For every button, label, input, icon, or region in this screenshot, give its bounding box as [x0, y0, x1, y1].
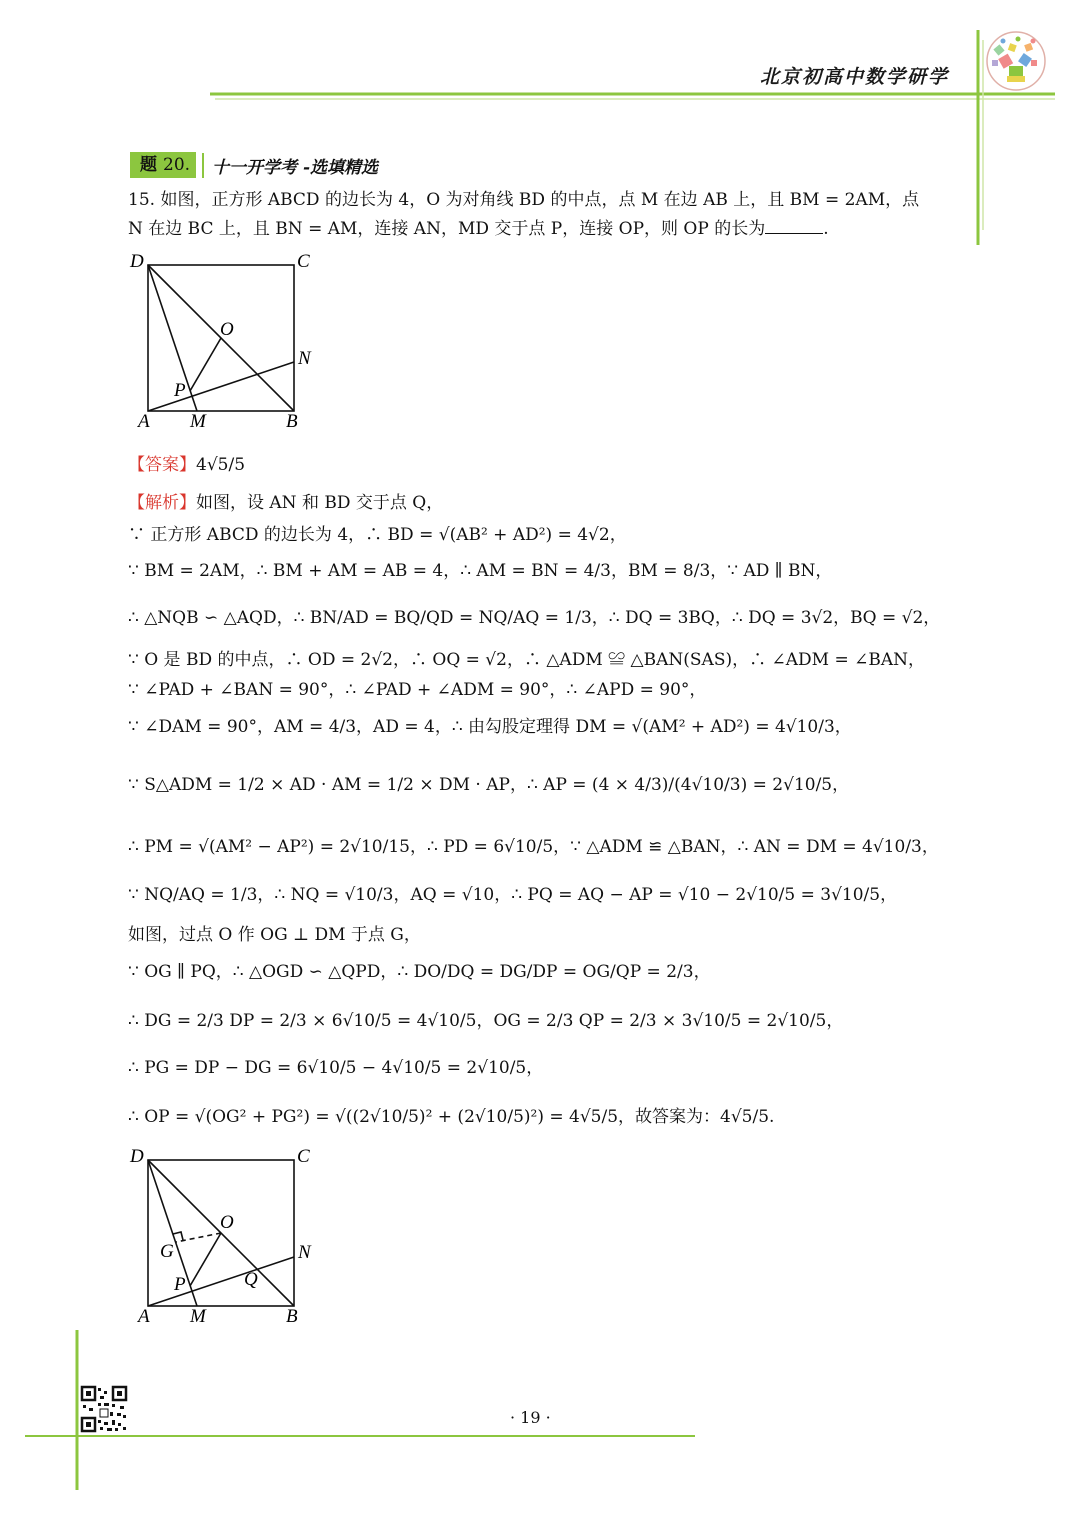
- figure-2-diagram: [120, 1140, 320, 1330]
- fig1-label-B: B: [286, 411, 298, 432]
- header-title: 北京初高中数学研学: [760, 66, 950, 88]
- analysis-line-3: ∴ △NQB ∽ △AQD，∴ BN/AD = BQ/QD = NQ/AQ = 1/3，∴ DQ = 3BQ，∴ DQ = 3√2，BQ = √2，: [128, 608, 941, 628]
- problem-line-1: 15. 如图，正方形 ABCD 的边长为 4，O 为对角线 BD 的中点，点 M 在边 AB 上，且 BM = 2AM，点: [128, 190, 920, 210]
- answer-value: 4√5/5: [196, 455, 246, 475]
- answer-blank: [765, 215, 823, 234]
- question-source: 十一开学考 -选填精选: [202, 153, 378, 178]
- fig2-label-D: D: [130, 1146, 144, 1167]
- fig2-label-Q: Q: [244, 1269, 258, 1290]
- analysis-line-7: ∵ S△ADM = 1/2 × AD · AM = 1/2 × DM · AP，∴ AP = (4 × 4/3)/(4√10/3) = 2√10/5，: [128, 775, 850, 795]
- analysis-label: 【解析】: [128, 493, 196, 513]
- analysis-line-13: ∴ PG = DP − DG = 6√10/5 − 4√10/5 = 2√10/5，: [128, 1058, 544, 1078]
- analysis-line-6: ∵ ∠DAM = 90°，AM = 4/3，AD = 4，∴ 由勾股定理得 DM = √(AM² + AD²) = 4√10/3，: [128, 717, 852, 737]
- fig2-label-C: C: [297, 1146, 310, 1167]
- question-number-box: [130, 152, 196, 178]
- analysis-line-8: ∴ PM = √(AM² − AP²) = 2√10/15，∴ PD = 6√10/5，∵ △ADM ≌ △BAN，∴ AN = DM = 4√10/3，: [128, 837, 939, 857]
- fig2-label-O: O: [220, 1212, 234, 1233]
- fig2-label-B: B: [286, 1306, 298, 1327]
- analysis-line-9: ∵ NQ/AQ = 1/3，∴ NQ = √10/3，AQ = √10，∴ PQ = AQ − AP = √10 − 2√10/5 = 3√10/5，: [128, 885, 898, 905]
- pythagoras-tree-logo-icon: [985, 30, 1047, 92]
- page-number: · 19 ·: [510, 1408, 551, 1427]
- question-number: 20.: [163, 155, 191, 175]
- question-tag: [130, 152, 378, 178]
- fig2-label-M: M: [190, 1306, 206, 1327]
- analysis-line-14: ∴ OP = √(OG² + PG²) = √((2√10/5)² + (2√10/5)²) = 4√5/5，故答案为：4√5/5.: [128, 1107, 775, 1127]
- problem-text: [128, 186, 968, 244]
- qr-code-icon: [80, 1385, 128, 1433]
- analysis-line-10: 如图，过点 O 作 OG ⊥ DM 于点 G，: [128, 925, 421, 945]
- fig2-label-N: N: [298, 1242, 311, 1263]
- answer-label: 【答案】: [128, 455, 196, 475]
- analysis-line-12: ∴ DG = 2/3 DP = 2/3 × 6√10/5 = 4√10/5，OG = 2/3 QP = 2/3 × 3√10/5 = 2√10/5，: [128, 1011, 844, 1031]
- analysis-line-1: ∵ 正方形 ABCD 的边长为 4，∴ BD = √(AB² + AD²) = 4√2，: [128, 525, 627, 545]
- fig1-label-N: N: [298, 348, 311, 369]
- fig1-label-M: M: [190, 411, 206, 432]
- analysis-line-2: ∵ BM = 2AM，∴ BM + AM = AB = 4，∴ AM = BN = 4/3，BM = 8/3，∵ AD ∥ BN，: [128, 561, 833, 581]
- analysis-text-0: 如图，设 AN 和 BD 交于点 Q，: [196, 493, 444, 513]
- fig1-label-A: A: [138, 411, 150, 432]
- fig2-label-G: G: [160, 1241, 174, 1262]
- answer-line: [128, 450, 245, 475]
- fig2-label-P: P: [174, 1274, 186, 1295]
- fig1-label-O: O: [220, 319, 234, 340]
- analysis-line-0: [128, 488, 443, 513]
- figure-1-diagram: [120, 245, 320, 435]
- fig1-label-C: C: [297, 251, 310, 272]
- problem-line-2: N 在边 BC 上，且 BN = AM，连接 AN，MD 交于点 P，连接 OP，则 OP 的长为 .: [128, 215, 968, 244]
- fig1-label-P: P: [174, 380, 186, 401]
- fig1-label-D: D: [130, 251, 144, 272]
- analysis-line-4: ∵ O 是 BD 的中点，∴ OD = 2√2，∴ OQ = √2，∴ △ADM ≌ △BAN(SAS)，∴ ∠ADM = ∠BAN，: [128, 650, 926, 670]
- question-tag-label: 题: [140, 155, 157, 175]
- fig2-label-A: A: [138, 1306, 150, 1327]
- problem-line-2-text: N 在边 BC 上，且 BN = AM，连接 AN，MD 交于点 P，连接 OP，则 OP 的长为: [128, 219, 766, 239]
- analysis-line-5: ∵ ∠PAD + ∠BAN = 90°，∴ ∠PAD + ∠ADM = 90°，∴ ∠APD = 90°，: [128, 680, 707, 700]
- analysis-line-11: ∵ OG ∥ PQ，∴ △OGD ∽ △QPD，∴ DO/DQ = DG/DP = OG/QP = 2/3，: [128, 962, 711, 982]
